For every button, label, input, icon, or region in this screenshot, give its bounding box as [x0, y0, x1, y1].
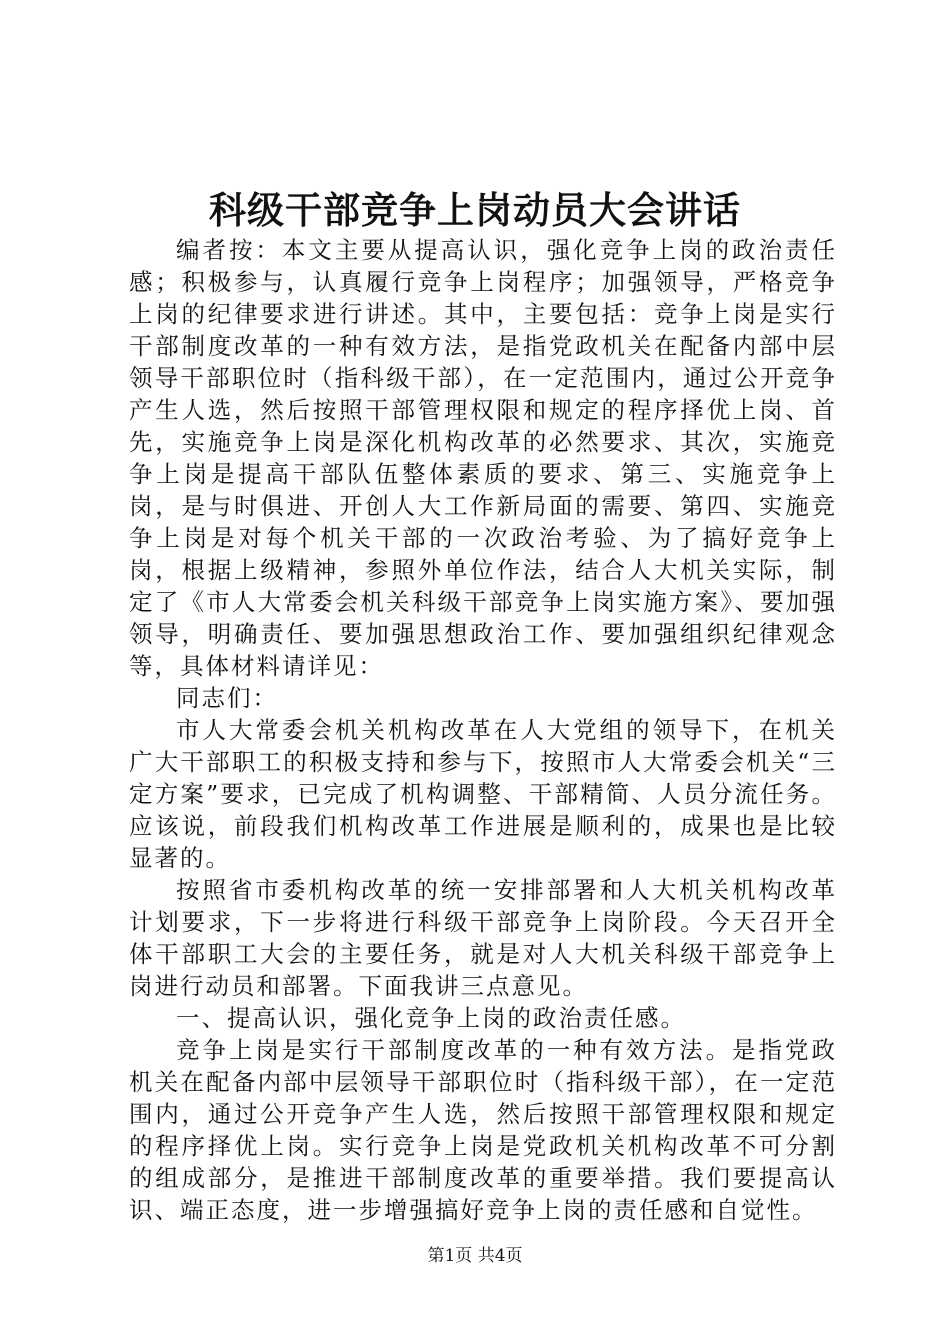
paragraph-reform-progress: 市人大常委会机关机构改革在人大党组的领导下，在机关广大干部职工的积极支持和参与下，按照市人大常委会机关“三定方案”要求，已完成了机构调整、干部精简、人员分流任务。应该说，前段我们机构改革工作进展是顺利的，成果也是比较显著的。 — [129, 716, 837, 872]
paragraph-editor-note: 编者按：本文主要从提高认识，强化竞争上岗的政治责任感；积极参与，认真履行竞争上岗程序；加强领导，严格竞争上岗的纪律要求进行讲述。其中，主要包括：竞争上岗是实行干部制度改革的一种有效方法，是指党政机关在配备内部中层领导干部职位时（指科级干部），在一定范围内，通过公开竞争产生人选，然后按照干部管理权限和规定的程序择优上岗、首先，实施竞争上岗是深化机构改革的必然要求、其次，实施竞争上岗是提高干部队伍整体素质的要求、第三、实施竞争上岗，是与时俱进、开创人大工作新局面的需要、第四、实施竞争上岗是对每个机关干部的一次政治考验、为了搞好竞争上岗，根据上级精神，参照外单位作法，结合人大机关实际，制定了《市人大常委会机关科级干部竞争上岗实施方案》、要加强领导，明确责任、要加强思想政治工作、要加强组织纪律观念等，具体材料请详见： — [129, 236, 837, 680]
page-footer: 第1页 共4页 — [427, 1246, 523, 1266]
paragraph-next-step: 按照省市委机构改革的统一安排部署和人大机关机构改革计划要求，下一步将进行科级干部竞争上岗阶段。今天召开全体干部职工大会的主要任务，就是对人大机关科级干部竞争上岗进行动员和部署。下面我讲三点意见。 — [129, 876, 837, 1000]
paragraph-competition-method: 竞争上岗是实行干部制度改革的一种有效方法。是指党政机关在配备内部中层领导干部职位时（指科级干部），在一定范围内，通过公开竞争产生人选，然后按照干部管理权限和规定的程序择优上岗。实行竞争上岗是党政机关机构改革不可分割的组成部分，是推进干部制度改革的重要举措。我们要提高认识、端正态度，进一步增强搞好竞争上岗的责任感和自觉性。 — [129, 1036, 837, 1224]
paragraph-salutation: 同志们： — [176, 684, 278, 712]
section-heading-1: 一、提高认识，强化竞争上岗的政治责任感。 — [176, 1004, 686, 1032]
document-title: 科级干部竞争上岗动员大会讲话 — [209, 188, 741, 232]
document-body — [129, 234, 837, 1226]
